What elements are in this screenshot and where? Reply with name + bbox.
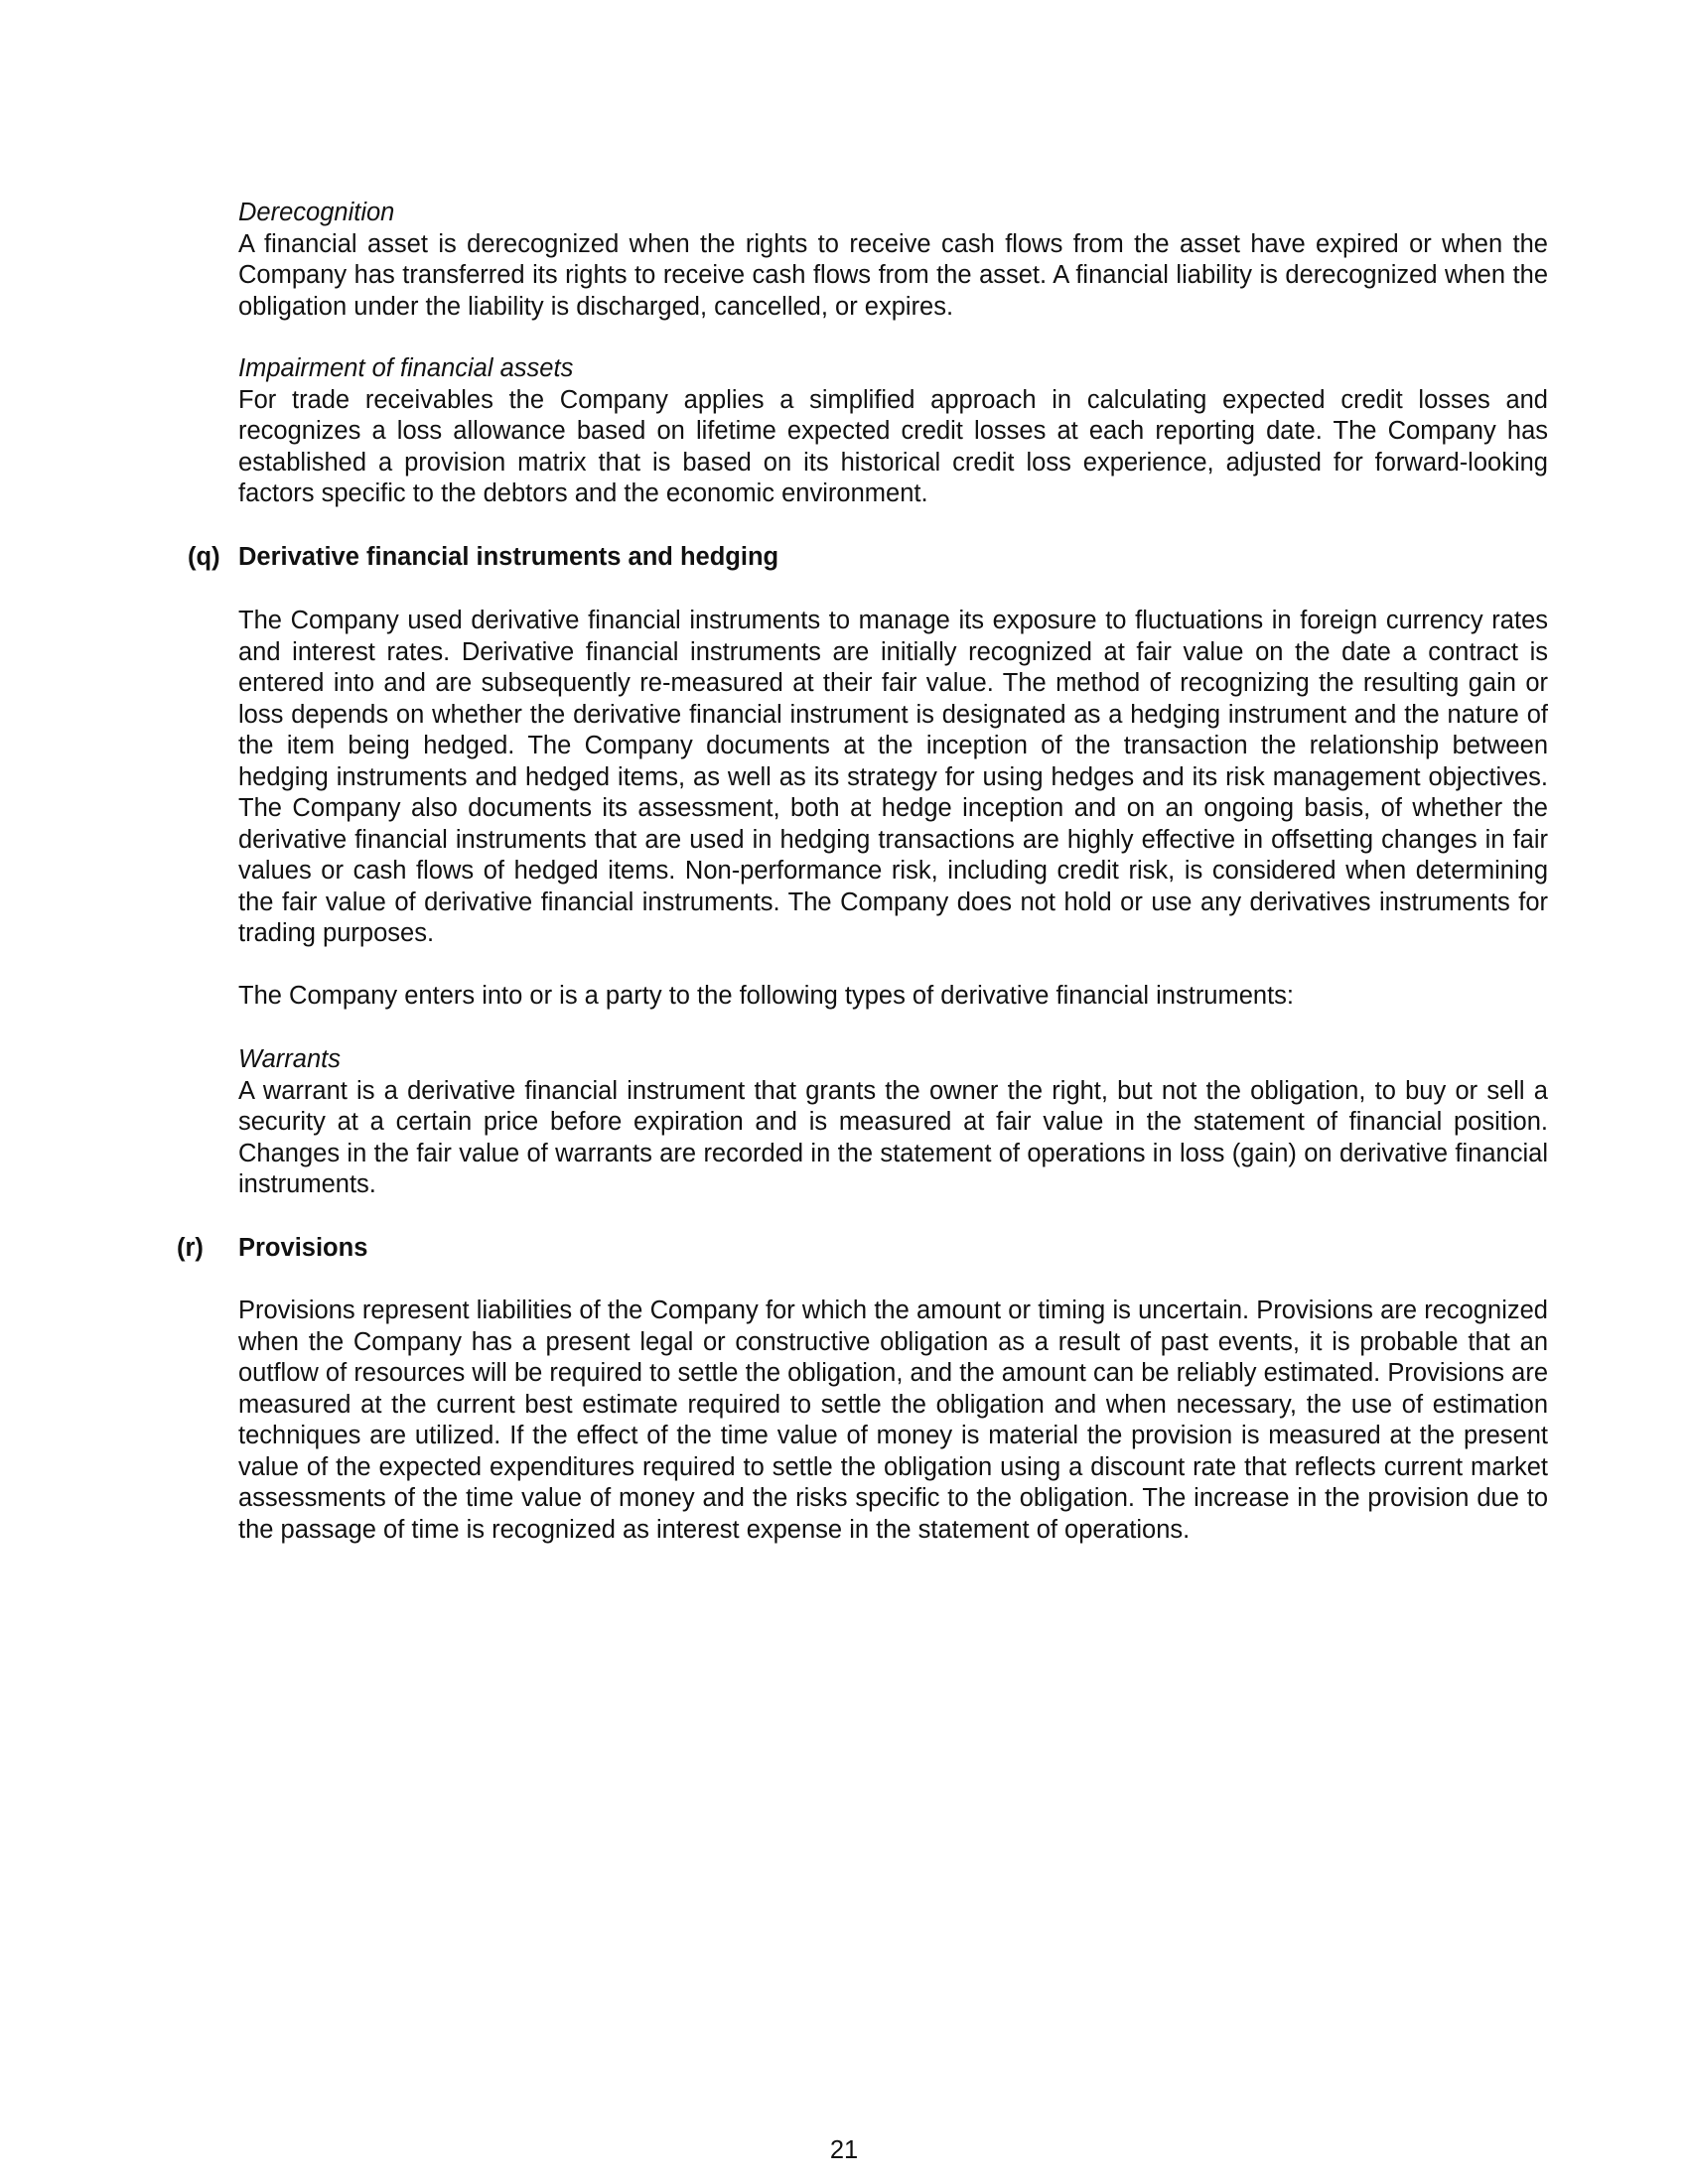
page-number: 21: [829, 2136, 859, 2164]
impairment-text: For trade receivables the Company applies a simplified approach in calculating expected credit losses and recognizes a loss allowance based on lifetime expected credit losses at each reporting date. The Company has established a provision matrix that is based on its historical credit loss experience, adjusted for forward-looking factors specific to the debtors and the economic environment.: [238, 385, 1548, 507]
provisions-text: Provisions represent liabilities of the Company for which the amount or timing is uncertain. Provisions are recognized when the Company has a present legal or constructive obligation as a result of past events, it is probable that an outflow of resources will be required to settle the obligation, and the amount can be reliably estimated. Provisions are measured at the current best estimate required to settle the obligation and when necessary, the use of estimation techniques are utilized. If the effect of the time value of money is material the provision is measured at the present value of the expected expenditures required to settle the obligation using a discount rate that reflects current market assessments of the time value of money and the risks specific to the obligation. The increase in the provision due to the passage of time is recognized as interest expense in the statement of operations.: [238, 1297, 1548, 1544]
section-q-body: [238, 606, 1548, 950]
section-q-heading: Derivative financial instruments and hedging: [238, 543, 779, 571]
section-q-paragraph-1: The Company used derivative financial instruments to manage its exposure to fluctuations in foreign currency rates and interest rates. Derivative financial instruments are initially recognized at fair value on the date a contract is entered into and are subsequently re-measured at their fair value. The method of recognizing the resulting gain or loss depends on whether the derivative financial instrument is designated as a hedging instrument and the nature of the item being hedged. The Company documents at the inception of the transaction the relationship between hedging instruments and hedged items, as well as its strategy for using hedges and its risk management objectives. The Company also documents its assessment, both at hedge inception and on an ongoing basis, of whether the derivative financial instruments that are used in hedging transactions are highly effective in offsetting changes in fair values or cash flows of hedged items. Non-performance risk, including credit risk, is considered when determining the fair value of derivative financial instruments. The Company does not hold or use any derivatives instruments for trading purposes.: [238, 607, 1548, 947]
section-r-body: [238, 1296, 1548, 1546]
section-q-label: (q): [188, 543, 220, 571]
derecognition-text: A financial asset is derecognized when the rights to receive cash flows from the asset have expired or when the Company has transferred its rights to receive cash flows from the asset. A financial liability is derecognized when the obligation under the liability is discharged, cancelled, or expires.: [238, 229, 1548, 321]
derecognition-title: Derecognition: [238, 199, 395, 226]
impairment-title: Impairment of financial assets: [238, 354, 574, 382]
section-q-paragraph-2: The Company enters into or is a party to the following types of derivative financial instruments:: [238, 982, 1295, 1010]
warrants-title: Warrants: [238, 1045, 341, 1073]
section-r-label: (r): [177, 1234, 204, 1262]
derecognition-section: [238, 198, 1548, 323]
warrants-section: [238, 1044, 1548, 1201]
section-r-heading: Provisions: [238, 1234, 368, 1262]
impairment-section: [238, 353, 1548, 510]
warrants-text: A warrant is a derivative financial instrument that grants the owner the right, but not the obligation, to buy or sell a security at a certain price before expiration and is measured at fair value in the statement of financial position. Changes in the fair value of warrants are recorded in the statement of operations in loss (gain) on derivative financial instruments.: [238, 1076, 1548, 1198]
